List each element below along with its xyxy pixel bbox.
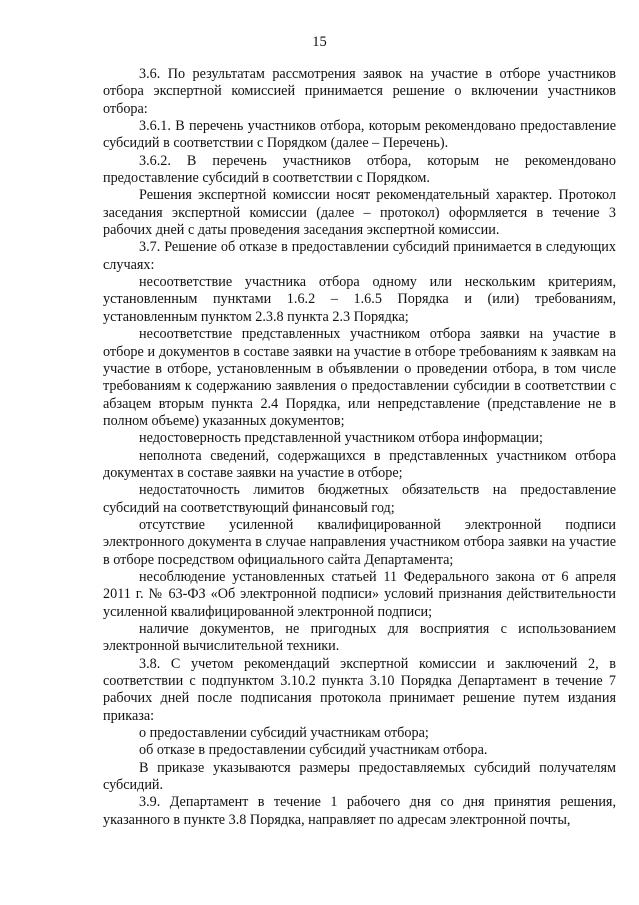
paragraph-3-6: 3.6. По результатам рассмотрения заявок на участие в отборе участников отбора экспертной комиссией принимается решение о включении участников отбора: — [103, 66, 616, 117]
refusal-reason-unreadable-documents: наличие документов, не пригодных для восприятия с использованием электронной вычислительной техники. — [103, 621, 616, 655]
refusal-reason-budget-limits: недостаточность лимитов бюджетных обязательств на предоставление субсидий на соответствующий финансовый год; — [103, 482, 616, 516]
paragraph-3-9: 3.9. Департамент в течение 1 рабочего дня со дня принятия решения, указанного в пункте 3.8 Порядка, направляет по адресам электронной почты, — [103, 794, 616, 828]
paragraph-3-7: 3.7. Решение об отказе в предоставлении субсидий принимается в следующих случаях: — [103, 239, 616, 273]
document-body — [103, 66, 616, 829]
order-option-grant: о предоставлении субсидий участникам отбора; — [139, 725, 429, 742]
paragraph-commission-decisions: Решения экспертной комиссии носят рекомендательный характер. Протокол заседания экспертной комиссии (далее – протокол) оформляется в течение 3 рабочих дней с даты проведения заседания экспертной комиссии. — [103, 187, 616, 239]
refusal-reason-signature-conditions: несоблюдение установленных статьей 11 Федерального закона от 6 апреля 2011 г. № 63-ФЗ «Об электронной подписи» условий признания действительности усиленной квалифицированной электронной подписи; — [103, 568, 616, 620]
paragraph-3-6-2: 3.6.2. В перечень участников отбора, которым не рекомендовано предоставление субсидий в соответствии с Порядком. — [103, 152, 616, 187]
paragraph-order-amounts: В приказе указываются размеры предоставляемых субсидий получателям субсидий. — [103, 759, 616, 794]
paragraph-3-6-1: 3.6.1. В перечень участников отбора, которым рекомендовано предоставление субсидий в соответствии с Порядком (далее – Перечень). — [103, 118, 616, 152]
refusal-reason-application-requirements: несоответствие представленных участником отбора заявки на участие в отборе и документов в составе заявки на участие в отборе требованиям к заявкам на участие в отборе, установленным в объявлении о проведении отбора, в том числе требованиям к содержанию заявления о предоставлении субсидии в соответствии с абзацем вторым пункта 2.4 Порядка, или непредставление (представление не в полном объеме) указанных документов; — [103, 326, 616, 429]
order-option-refusal: об отказе в предоставлении субсидий участникам отбора. — [139, 742, 488, 759]
refusal-reason-criteria: несоответствие участника отбора одному или нескольким критериям, установленным пунктами 1.6.2 – 1.6.5 Порядка и (или) требованиям, установленным пунктом 2.3.8 пункта 2.3 Порядка; — [103, 274, 616, 325]
refusal-reason-incomplete-information: неполнота сведений, содержащихся в представленных участником отбора документах в составе заявки на участие в отборе; — [103, 447, 616, 481]
refusal-reason-unreliable-information: недостоверность представленной участником отбора информации; — [139, 430, 543, 447]
paragraph-3-8: 3.8. С учетом рекомендаций экспертной комиссии и заключений 2, в соответствии с подпунктом 3.10.2 пункта 3.10 Порядка Департамент в течение 7 рабочих дней после подписания протокола принимает решение путем издания приказа: — [103, 655, 616, 724]
page-number: 15 — [312, 34, 327, 50]
refusal-reason-missing-signature: отсутствие усиленной квалифицированной электронной подписи электронного документа в случае направления участником отбора заявки на участие в отборе посредством официального сайта Департамента; — [103, 516, 616, 568]
